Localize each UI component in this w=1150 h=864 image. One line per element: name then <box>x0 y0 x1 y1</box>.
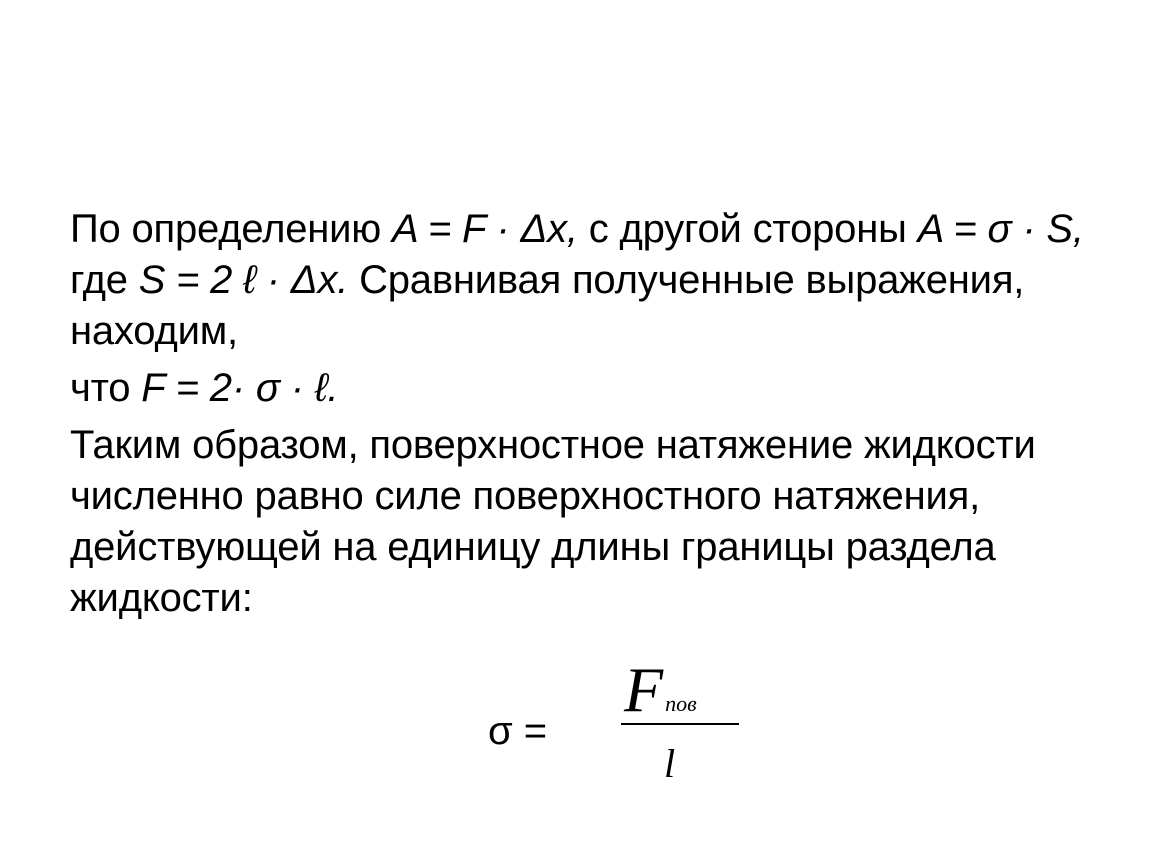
surface-tension-formula <box>488 655 748 805</box>
paragraph-result <box>70 363 1090 414</box>
text: Сравнивая полученные выражения, находим, <box>70 258 1025 353</box>
text-block <box>70 204 1090 624</box>
fraction-denominator: l <box>664 741 676 786</box>
fraction-numerator <box>624 655 697 739</box>
numerator-subscript: пов <box>665 691 697 716</box>
paragraph-conclusion: Таким образом, поверхностное натяжение жидкости численно равно силе поверхностного натяжения, действующей на единицу длины границы раздела жидкости: <box>70 423 1036 620</box>
text: что <box>70 366 142 410</box>
text: По определению <box>70 207 393 251</box>
formula-force: F = 2· σ · ℓ. <box>141 366 339 410</box>
formula-work-force: A = F · Δx, <box>392 207 578 251</box>
formula-lhs: σ = <box>488 709 548 753</box>
formula-work-tension: A = σ · S, <box>917 207 1084 251</box>
text: с другой стороны <box>577 207 918 251</box>
paragraph-definition <box>70 204 1090 357</box>
fraction-bar <box>621 723 739 725</box>
formula-area: S = 2 ℓ · Δx. <box>138 258 349 302</box>
numerator-symbol: F <box>624 654 664 725</box>
text: где <box>70 258 139 302</box>
